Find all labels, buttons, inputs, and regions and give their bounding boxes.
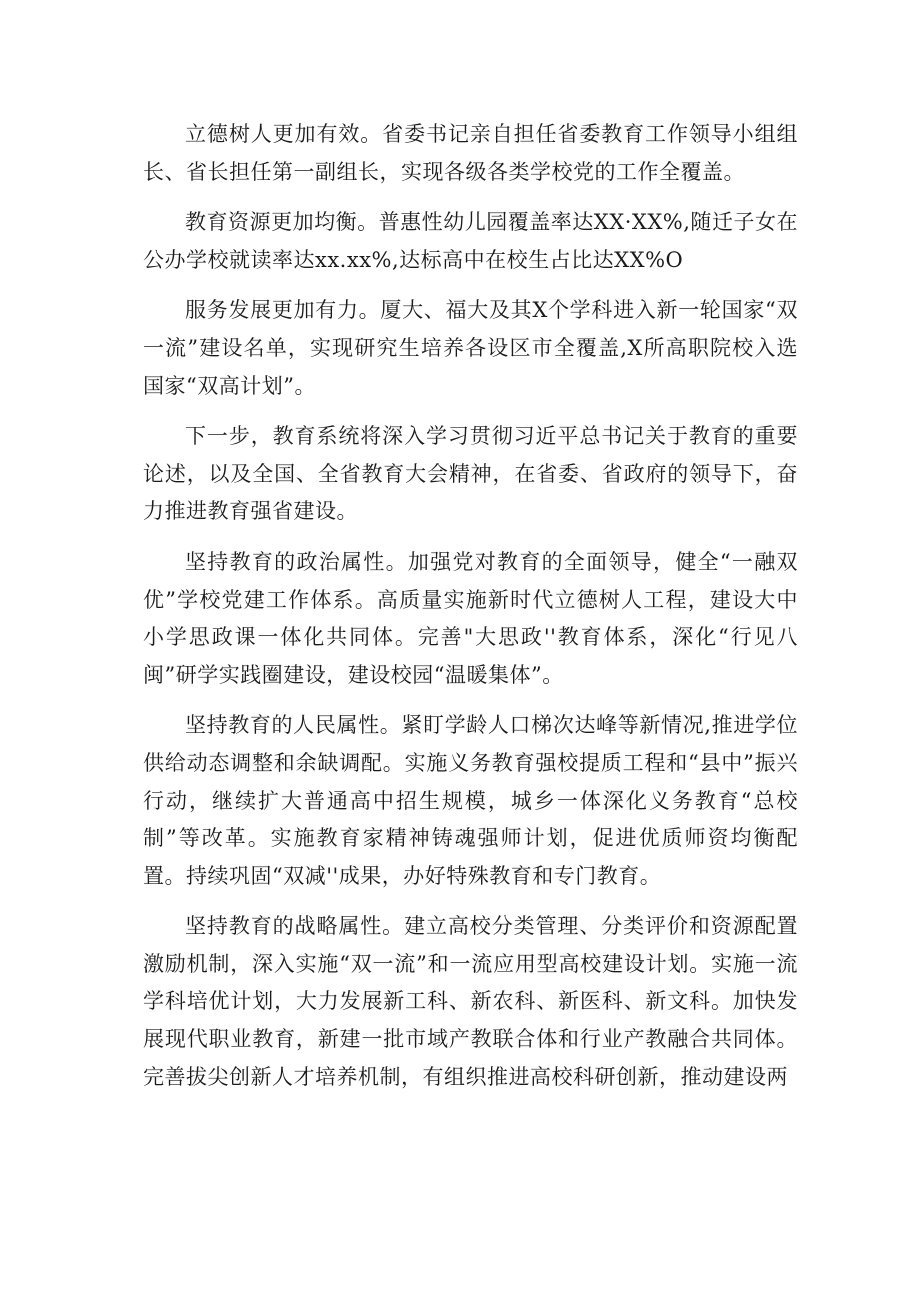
- paragraph-people-attribute: 坚持教育的人民属性。紧盯学龄人口梯次达峰等新情况,推进学位供给动态调整和余缺调配。实施义务教育强校提质工程和“县中”振兴行动，继续扩大普通高中招生规模，城乡一体深化义务教育“总校制”等改革。实施教育家精神铸魂强师计划，促进优质师资均衡配置。持续巩固“双减''成果，办好特殊教育和专门教育。: [143, 713, 798, 888]
- paragraph-service-development: 服务发展更加有力。厦大、福大及其X个学科进入新一轮国家“双一流”建设名单，实现研究生培养各设区市全覆盖,X所高职院校入选国家“双高计划”。: [143, 298, 798, 398]
- paragraph-moral-education: 立德树人更加有效。省委书记亲自担任省委教育工作领导小组组长、省长担任第一副组长，实现各级各类学校党的工作全覆盖。: [143, 122, 798, 184]
- paragraph-strategic-attribute: 坚持教育的战略属性。建立高校分类管理、分类评价和资源配置激励机制，深入实施“双一流”和一流应用型高校建设计划。实施一流学科培优计划，大力发展新工科、新农科、新医科、新文科。加快发展现代职业教育，新建一批市域产教联合体和行业产教融合共同体。完善拔尖创新人才培养机制，有组织推进高校科研创新，推动建设两: [143, 914, 798, 1089]
- paragraph-next-steps: 下一步，教育系统将深入学习贯彻习近平总书记关于教育的重要论述，以及全国、全省教育大会精神，在省委、省政府的领导下，奋力推进教育强省建设。: [143, 424, 798, 524]
- paragraph-political-attribute: 坚持教育的政治属性。加强党对教育的全面领导，健全“一融双优”学校党建工作体系。高质量实施新时代立德树人工程，建设大中小学思政课一体化共同体。完善"大思政''教育体系，深化“行见八闽”研学实践圈建设，建设校园“温暖集体”。: [143, 549, 798, 687]
- document-body: [143, 116, 798, 1109]
- paragraph-education-resources: 教育资源更加均衡。普惠性幼儿园覆盖率达XX·XX%,随迁子女在公办学校就读率达xx.xx%,达标高中在校生占比达XX%O: [143, 210, 798, 272]
